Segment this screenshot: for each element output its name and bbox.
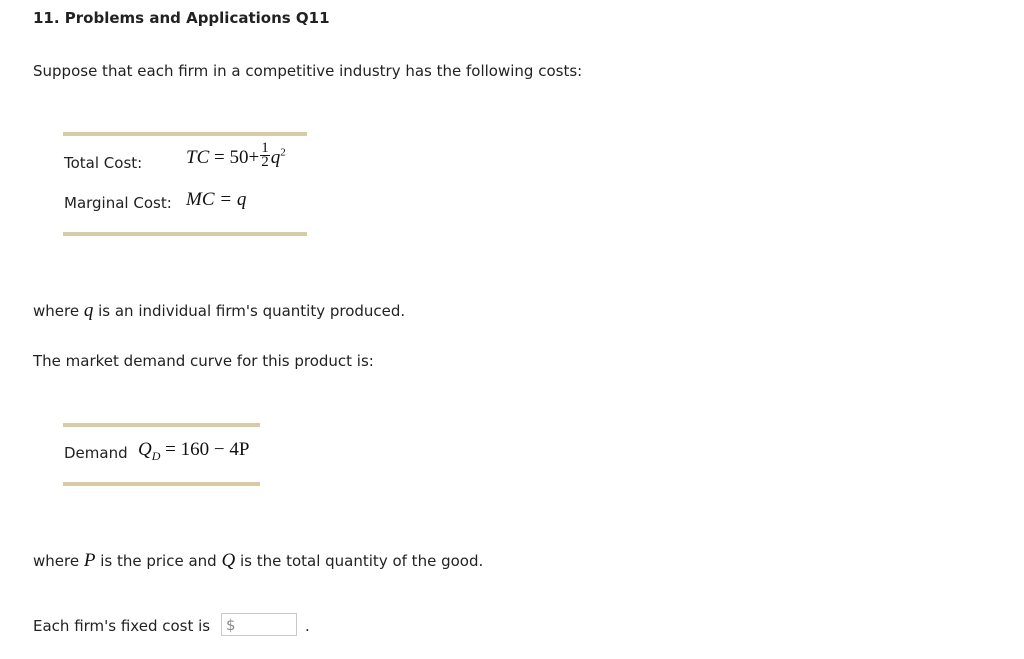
demand-box-top-rule [63,423,260,427]
total-cost-formula [186,140,286,172]
demand-q-var: Q [138,439,152,460]
where-q-sentence [33,300,405,322]
where-q-var: q [83,300,94,321]
cost-box-top-rule [63,132,307,136]
demand-q-subscript: D [151,448,161,463]
demand-intro-text: The market demand curve for this product is: [33,352,374,370]
tc-fraction [260,142,270,169]
demand-label: Demand [64,444,128,462]
demand-box-bottom-rule [63,482,260,486]
total-cost-label: Total Cost: [64,154,143,172]
where-pq-after: is the total quantity of the good. [235,552,484,570]
fixed-cost-answer-box[interactable] [221,613,297,636]
demand-formula [138,439,249,464]
tc-fraction-numerator: 1 [261,140,269,156]
cost-box-bottom-rule [63,232,307,236]
dollar-sign-icon: $ [226,615,236,634]
fixed-cost-label: Each firm's fixed cost is [33,617,211,635]
intro-text: Suppose that each firm in a competitive industry has the following costs: [33,62,583,80]
fixed-cost-input[interactable] [236,615,296,634]
tc-equals: = 50+ [209,146,260,168]
where-q-after: is an individual firm's quantity produced. [93,302,406,320]
where-pq-q-var: Q [221,550,236,571]
marginal-cost-label: Marginal Cost: [64,194,172,212]
question-title: 11. Problems and Applications Q11 [33,9,330,27]
where-pq-p-var: P [83,550,96,571]
fixed-cost-trailing-period: . [305,617,310,635]
where-pq-before: where [33,552,84,570]
tc-fraction-denominator: 2 [261,154,269,170]
where-q-before: where [33,302,84,320]
where-pq-sentence [33,550,483,572]
demand-rhs: = 160 − 4P [160,439,250,460]
where-pq-middle: is the price and [95,552,222,570]
tc-variable: q [270,146,281,168]
tc-exponent: 2 [280,146,286,159]
tc-lhs: TC [186,146,210,168]
marginal-cost-formula: MC = q [186,189,247,210]
